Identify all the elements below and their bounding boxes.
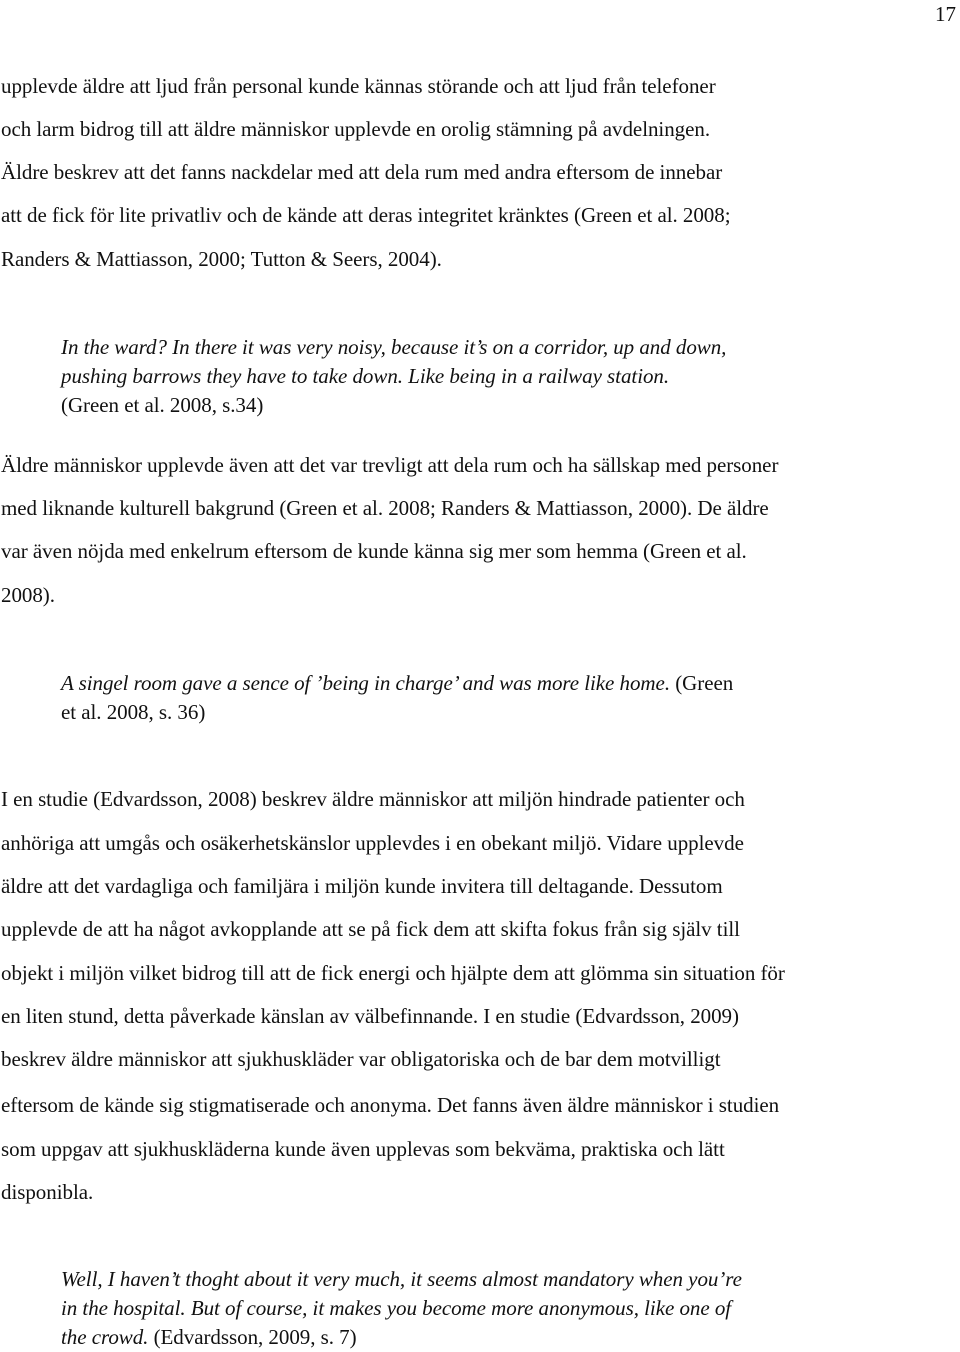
quote-line: [61, 1325, 357, 1349]
paragraph-line: beskrev äldre människor att sjukhuskläder var obligatoriska och de bar dem motvilligt: [1, 1047, 721, 1071]
paragraph-line: I en studie (Edvardsson, 2008) beskrev äldre människor att miljön hindrade patienter och: [1, 787, 745, 811]
paragraph-line: en liten stund, detta påverkade känslan av välbefinnande. I en studie (Edvardsson, 2009): [1, 1004, 739, 1028]
quote-citation: et al. 2008, s. 36): [61, 700, 206, 724]
quote-citation: (Green et al. 2008, s.34): [61, 393, 264, 417]
paragraph-line: Äldre beskrev att det fanns nackdelar med att dela rum med andra eftersom de innebar: [1, 160, 723, 184]
quote-italic-text: Well, I haven’t thoght about it very much, it seems almost mandatory when you’re: [61, 1267, 742, 1291]
paragraph-line: disponibla.: [1, 1180, 94, 1204]
paragraph-line: upplevde äldre att ljud från personal kunde kännas störande och att ljud från telefoner: [1, 74, 716, 98]
paragraph-line: och larm bidrog till att äldre människor upplevde en orolig stämning på avdelningen.: [1, 117, 711, 141]
quote-line: [61, 671, 733, 695]
quote-line: [61, 1267, 742, 1291]
paragraph-line: anhöriga att umgås och osäkerhetskänslor upplevdes i en obekant miljö. Vidare upplevde: [1, 831, 744, 855]
quote-italic-text: in the hospital. But of course, it makes you become more anonymous, like one of: [61, 1296, 732, 1320]
quote-line: [61, 335, 726, 359]
paragraph-line: med liknande kulturell bakgrund (Green et al. 2008; Randers & Mattiasson, 2000). De äldre: [1, 496, 769, 520]
quote-line: [61, 700, 205, 724]
paragraph-line: 2008).: [1, 583, 55, 607]
paragraph-line: som uppgav att sjukhuskläderna kunde även upplevas som bekväma, praktiska och lätt: [1, 1137, 725, 1161]
paragraph-line: Äldre människor upplevde även att det var trevligt att dela rum och ha sällskap med personer: [1, 453, 779, 477]
quote-line: [61, 393, 263, 417]
paragraph-line: objekt i miljön vilket bidrog till att de fick energi och hjälpte dem att glömma sin situation för: [1, 961, 785, 985]
quote-italic-text: pushing barrows they have to take down. Like being in a railway station.: [61, 364, 670, 388]
quote-citation: (Edvardsson, 2009, s. 7): [148, 1325, 357, 1349]
paragraph-line: eftersom de kände sig stigmatiserade och anonyma. Det fanns även äldre människor i studien: [1, 1093, 780, 1117]
quote-line: [61, 364, 669, 388]
paragraph-line: att de fick för lite privatliv och de kände att deras integritet kränktes (Green et al. 2008;: [1, 203, 731, 227]
quote-italic-text: A singel room gave a sence of ’being in charge’ and was more like home.: [61, 671, 671, 695]
paragraph-line: var även nöjda med enkelrum eftersom de kunde känna sig mer som hemma (Green et al.: [1, 539, 747, 563]
quote-italic-text: the crowd.: [61, 1325, 149, 1349]
quote-italic-text: In the ward? In there it was very noisy, because it’s on a corridor, up and down,: [61, 335, 727, 359]
page-number: 17: [935, 2, 956, 26]
paragraph-line: Randers & Mattiasson, 2000; Tutton & Seers, 2004).: [1, 247, 442, 271]
paragraph-line: upplevde de att ha något avkopplande att se på fick dem att skifta fokus från sig själv till: [1, 917, 740, 941]
quote-citation: (Green: [670, 671, 734, 695]
paragraph-line: äldre att det vardagliga och familjära i miljön kunde invitera till deltagande. Dessutom: [1, 874, 723, 898]
quote-line: [61, 1296, 731, 1320]
